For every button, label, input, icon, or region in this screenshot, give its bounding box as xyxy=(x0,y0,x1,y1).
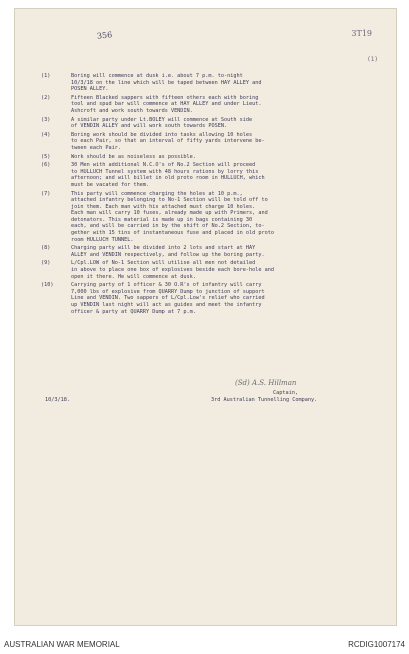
order-items xyxy=(41,73,371,317)
order-item xyxy=(41,95,371,115)
order-item xyxy=(41,132,371,152)
order-item xyxy=(41,191,371,244)
signatory-rank: Captain, xyxy=(273,390,298,396)
item-number: (4) xyxy=(41,131,51,138)
record-id: RCDIG1007174 xyxy=(348,640,405,649)
item-number: (3) xyxy=(41,116,51,123)
page-marker: (1) xyxy=(367,56,378,63)
item-number: (2) xyxy=(41,94,51,101)
order-item xyxy=(41,154,371,161)
signatory-unit: 3rd Australian Tunnelling Company. xyxy=(211,397,318,403)
item-text: 30 Men with additional N.C.O's of No.2 Section will proceed to HULLUCH Tunnel system with 48 hours rations by lorry this afternoon; and will billet in old proto room in HULLUCH, which must be vacated for them. xyxy=(71,162,265,188)
handwritten-signature: (Sd) A.S. Hillman xyxy=(235,379,297,387)
item-number: (9) xyxy=(41,260,51,267)
archive-footer xyxy=(0,636,409,652)
document-date: 10/3/18. xyxy=(45,397,70,403)
item-number: (10) xyxy=(41,282,54,289)
item-text: L/Cpl.LOW of No-1 Section will utilise all men not detailed in above to place one box of explosives beside each bore-hole and open it there. He will commence at dusk. xyxy=(71,260,275,280)
item-text: Fifteen Blacked sappers with fifteen others each with boring tool and spud bar will commence at HAY ALLEY and under Lieut. Ashcroft and work south towards VENDIN. xyxy=(71,94,262,114)
item-number: (6) xyxy=(41,162,51,169)
item-text: Boring work should be divided into tasks allowing 10 holes to each Pair, so that an interval of fifty yards intervene be- tween each Pair. xyxy=(71,131,265,151)
document-body xyxy=(15,9,396,625)
item-text: Charging party will be divided into 2 lots and start at HAY ALLEY and VENDIN respectively, and follow up the boring party. xyxy=(71,245,265,258)
folio-number: 356 xyxy=(96,30,113,41)
item-number: (5) xyxy=(41,153,51,160)
document-page xyxy=(14,8,397,626)
item-text: Carrying party of 1 officer & 30 O.R's of infantry will carry 7,000 lbs of explosive from QUARRY Dump to junction of support Line and VENDIN. Two sappers of L/Cpl.Low's relief who carried up VENDIN last night will act as guides and meet the infantry officer & party at QUARRY Dump at 7 p.m. xyxy=(71,282,265,315)
item-number: (8) xyxy=(41,245,51,252)
order-item xyxy=(41,162,371,188)
item-text: Work should be as noiseless as possible. xyxy=(71,153,196,160)
item-number: (7) xyxy=(41,190,51,197)
item-number: (1) xyxy=(41,73,51,79)
archive-name: AUSTRALIAN WAR MEMORIAL xyxy=(4,640,120,649)
order-item xyxy=(41,73,371,93)
item-text: A similar party under Lt.BOLEY will commence at South side of VENDIN ALLEY and will work south towards POSEN. xyxy=(71,116,253,130)
archive-reference: 3T19 xyxy=(351,29,372,38)
order-item xyxy=(41,245,371,258)
item-text: Boring will commence at dusk i.e. about 7 p.m. to-night 10/3/18 on the line which will be taped between HAY ALLEY and POSEN ALLEY. xyxy=(71,73,262,93)
item-text: This party will commence charging the holes at 10 p.m., attached infantry belonging to No-1 Section will be told off to join them. Each man with his attached must charge 10 holes. Each man will carry 10 fuses, already made up with Primers, and detonators. This material is made up in bags containing 30 each, and will be carried in by the shift of No.2 Section, to- gether with 15 tins of instantaneous fuse and placed in old proto room HULLUCH TUNNEL. xyxy=(71,190,275,243)
order-item xyxy=(41,260,371,280)
order-item xyxy=(41,117,371,130)
order-item xyxy=(41,282,371,315)
